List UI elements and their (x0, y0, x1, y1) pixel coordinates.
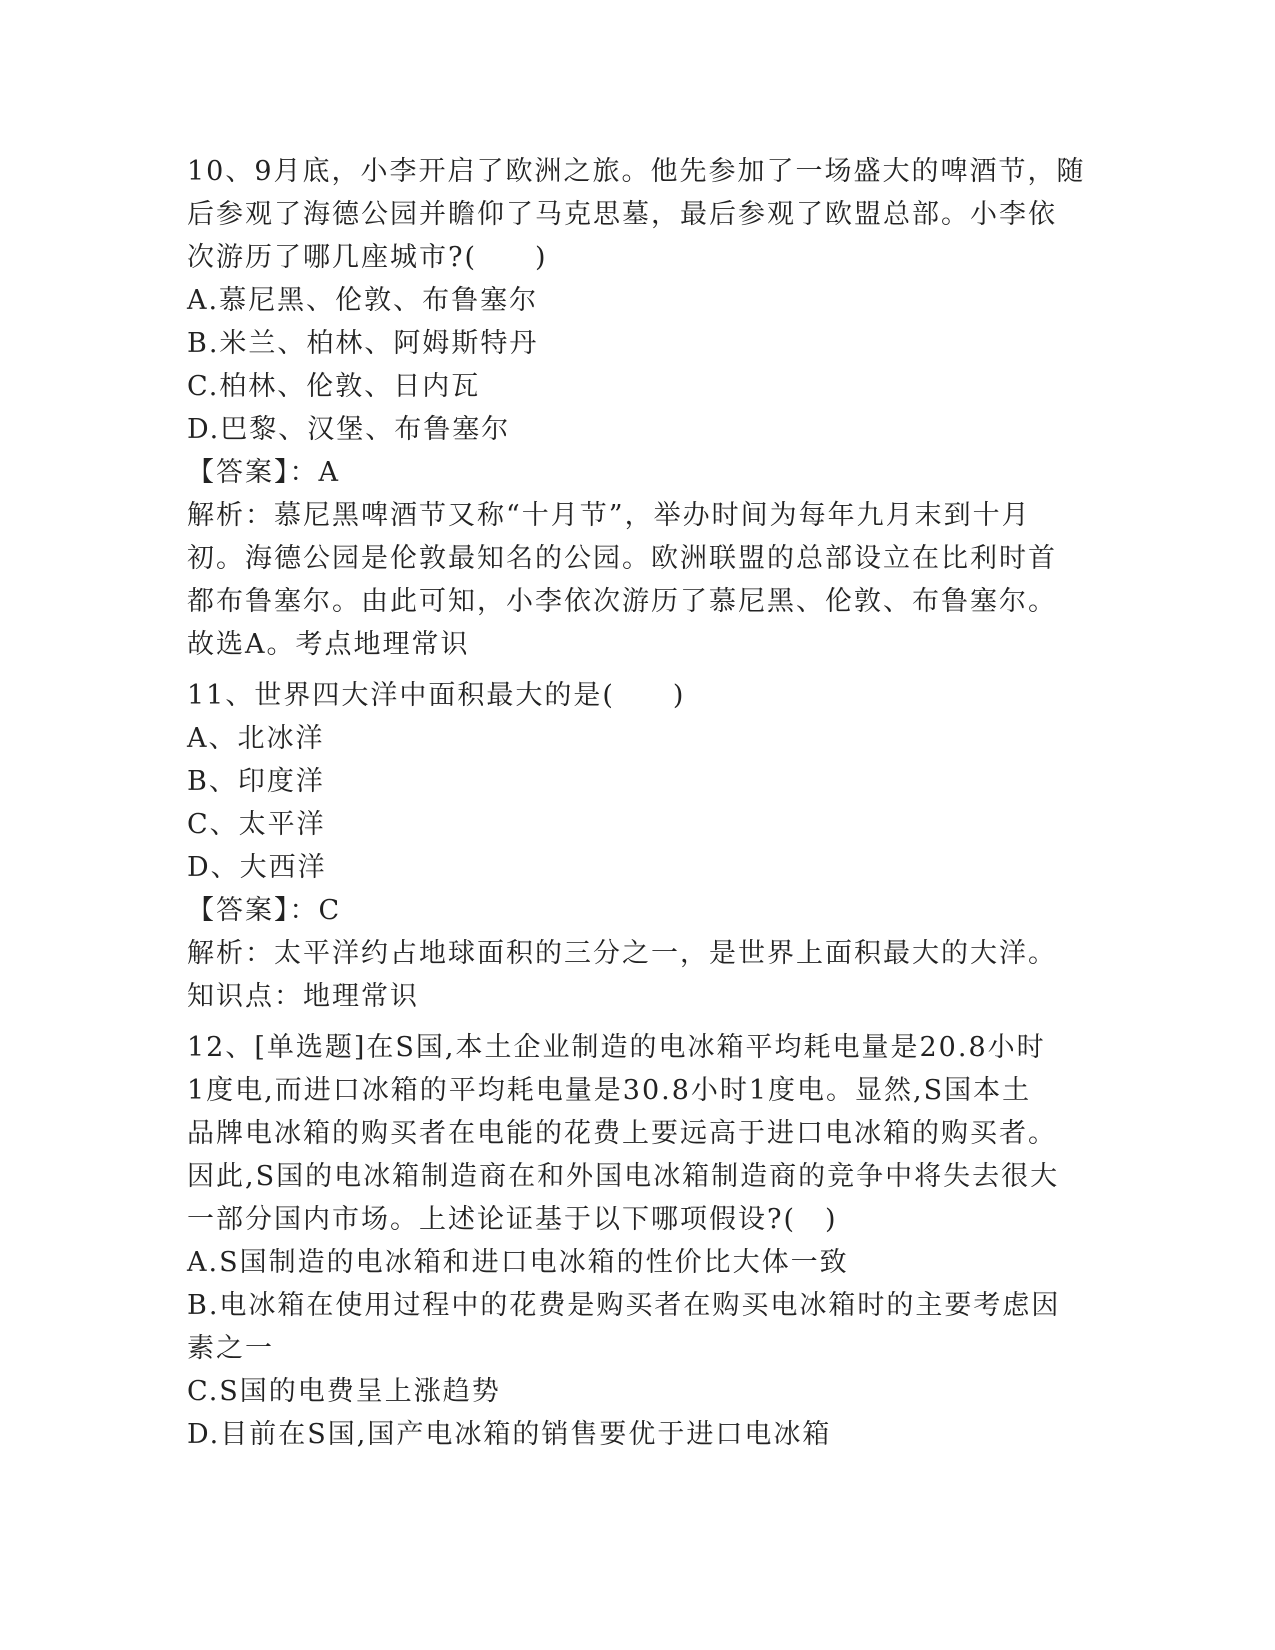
question-12 (187, 1026, 1087, 1456)
analysis: 解析：慕尼黑啤酒节又称“十月节”，举办时间为每年九月末到十月 (187, 500, 1031, 531)
question-stem: 后参观了海德公园并瞻仰了马克思墓，最后参观了欧盟总部。小李依 (187, 199, 1057, 230)
analysis: 初。海德公园是伦敦最知名的公园。欧洲联盟的总部设立在比利时首 (187, 543, 1057, 574)
option-b: B、印度洋 (187, 766, 325, 797)
option-c: C.柏林、伦敦、日内瓦 (187, 371, 481, 402)
option-d: D、大西洋 (187, 852, 327, 883)
analysis: 知识点：地理常识 (187, 981, 419, 1012)
question-stem: 12、[单选题]在S国,本土企业制造的电冰箱平均耗电量是20.8小时 (187, 1032, 1046, 1063)
question-stem: 品牌电冰箱的购买者在电能的花费上要远高于进口电冰箱的购买者。 (187, 1118, 1057, 1149)
option-c: C、太平洋 (187, 809, 326, 840)
document-page (187, 150, 1087, 1464)
question-11 (187, 674, 1087, 1018)
question-10 (187, 150, 1087, 666)
answer: 【答案】：A (187, 457, 340, 488)
analysis: 故选A。考点地理常识 (187, 629, 470, 660)
option-a: A.慕尼黑、伦敦、布鲁塞尔 (187, 285, 539, 316)
option-a: A.S国制造的电冰箱和进口电冰箱的性价比大体一致 (187, 1247, 849, 1278)
option-d: D.巴黎、汉堡、布鲁塞尔 (187, 414, 511, 445)
option-c: C.S国的电费呈上涨趋势 (187, 1376, 501, 1407)
option-d: D.目前在S国,国产电冰箱的销售要优于进口电冰箱 (187, 1419, 832, 1450)
option-b-continued: 素之一 (187, 1333, 274, 1364)
question-stem: 1度电,而进口冰箱的平均耗电量是30.8小时1度电。显然,S国本土 (187, 1075, 1032, 1106)
answer: 【答案】：C (187, 895, 342, 926)
analysis: 都布鲁塞尔。由此可知，小李依次游历了慕尼黑、伦敦、布鲁塞尔。 (187, 586, 1057, 617)
analysis: 解析：太平洋约占地球面积的三分之一，是世界上面积最大的大洋。 (187, 938, 1057, 969)
question-stem: 11、世界四大洋中面积最大的是( ) (187, 680, 686, 711)
question-stem: 10、9月底，小李开启了欧洲之旅。他先参加了一场盛大的啤酒节，随 (187, 156, 1086, 187)
question-stem: 一部分国内市场。上述论证基于以下哪项假设?( ) (187, 1204, 838, 1235)
question-stem: 因此,S国的电冰箱制造商在和外国电冰箱制造商的竞争中将失去很大 (187, 1161, 1060, 1192)
option-a: A、北冰洋 (187, 723, 325, 754)
option-b: B.米兰、柏林、阿姆斯特丹 (187, 328, 539, 359)
option-b: B.电冰箱在使用过程中的花费是购买者在购买电冰箱时的主要考虑因 (187, 1290, 1061, 1321)
question-stem: 次游历了哪几座城市?( ) (187, 242, 548, 273)
